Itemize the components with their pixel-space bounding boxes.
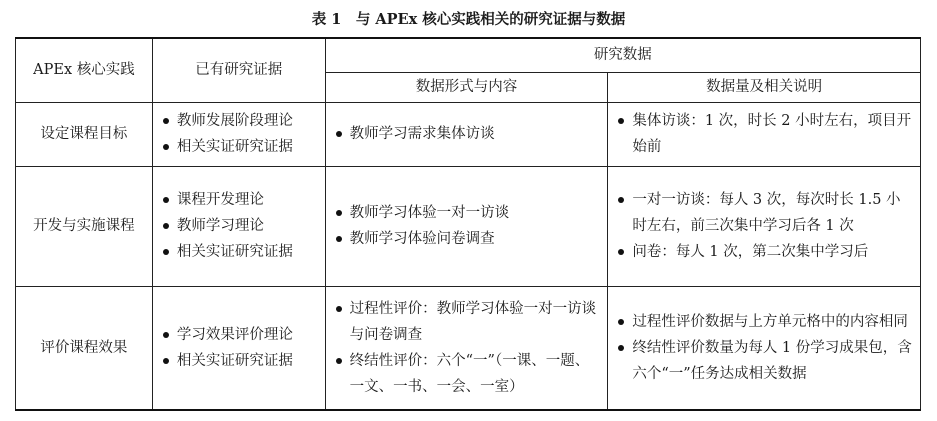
list-item: 过程性评价数据与上方单元格中的内容相同: [616, 309, 912, 335]
table-row: [16, 166, 921, 286]
list-item: 相关实证研究证据: [161, 134, 317, 160]
list-item: 集体访谈：1 次，时长 2 小时左右，项目开始前: [616, 108, 912, 160]
table-row: [16, 102, 921, 166]
practice-cell: 评价课程效果: [16, 286, 153, 410]
list-item: 问卷：每人 1 次，第二次集中学习后: [616, 239, 912, 265]
practice-cell: 设定课程目标: [16, 102, 153, 166]
list-item: 教师发展阶段理论: [161, 108, 317, 134]
list-item: 教师学习体验问卷调查: [334, 226, 600, 252]
table-row: [16, 286, 921, 410]
header-research-data: 研究数据: [325, 38, 920, 72]
list-item: 教师学习需求集体访谈: [334, 121, 600, 147]
list-item: 学习效果评价理论: [161, 322, 317, 348]
list-item: 相关实证研究证据: [161, 348, 317, 374]
practice-cell: 开发与实施课程: [16, 166, 153, 286]
header-amount: 数据量及相关说明: [608, 72, 921, 102]
list-item: 一对一访谈：每人 3 次，每次时长 1.5 小时左右，前三次集中学习后各 1 次: [616, 187, 912, 239]
list-item: 教师学习理论: [161, 213, 317, 239]
list-item: 课程开发理论: [161, 187, 317, 213]
header-form: 数据形式与内容: [325, 72, 608, 102]
research-evidence-table: [15, 37, 921, 411]
header-evidence: 已有研究证据: [152, 38, 325, 102]
header-practice: APEx 核心实践: [16, 38, 153, 102]
list-item: 终结性评价数量为每人 1 份学习成果包，含六个“一”任务达成相关数据: [616, 335, 912, 387]
table-title: 表 1 与 APEx 核心实践相关的研究证据与数据: [311, 11, 626, 28]
list-item: 教师学习体验一对一访谈: [334, 200, 600, 226]
list-item: 相关实证研究证据: [161, 239, 317, 265]
list-item: 终结性评价：六个“一”（一课、一题、一文、一书、一会、一室）: [334, 348, 600, 400]
list-item: 过程性评价：教师学习体验一对一访谈与问卷调查: [334, 296, 600, 348]
